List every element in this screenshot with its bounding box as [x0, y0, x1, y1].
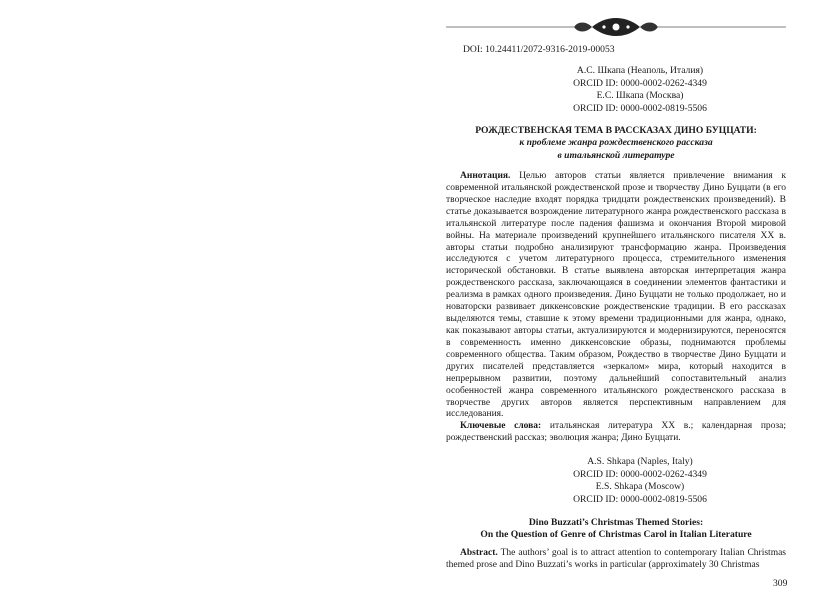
author-ru-2: Е.С. Шкапа (Москва) — [596, 90, 684, 102]
abstract-en-text: The authors’ goal is to attract attention to contemporary Italian Christmas themed prose and Dino Buzzati’s works in particular (approximately 30 Christmas — [446, 548, 786, 570]
title-ru-sub-1: к проблеме жанра рождественского рассказа — [519, 137, 713, 149]
title-ru-main: РОЖДЕСТВЕНСКАЯ ТЕМА В РАССКАЗАХ ДИНО БУЦЦАТИ: — [475, 125, 757, 136]
title-ru-sub-2: в итальянской литературе — [557, 149, 675, 161]
annotation-paragraph — [446, 171, 786, 421]
authors-ru — [510, 65, 770, 115]
doi: DOI: 10.24411/2072-9316-2019-00053 — [463, 44, 615, 55]
annotation-label: Аннотация. — [460, 171, 511, 181]
abstract-en-label: Abstract. — [460, 548, 498, 558]
author-en-1: A.S. Shkapa (Naples, Italy) — [587, 456, 693, 467]
orcid-en-2: ORCID ID: 0000-0002-0819-5506 — [573, 493, 707, 505]
abstract-en-block — [446, 548, 786, 572]
title-en-line-2: On the Question of Genre of Christmas Carol in Italian Literature — [480, 529, 752, 541]
keywords-text: итальянская литература XX в.; календарная проза; рождественский рассказ; эволюция жанра; Дино Буццати. — [446, 421, 787, 444]
title-ru — [446, 125, 786, 162]
annotation-block — [446, 171, 786, 445]
annotation-text: Целью авторов статьи является привлечение внимания к современной итальянской рождественской прозе и творчеству Дино Буццати (в его творческое наследие входят порядка тридцати рождественских произведений). В статье доказывается возрождение литературного жанра рождественского рассказа в итальянской литературе после падения фашизма и окончания Второй мировой войны. На материале произведений крупнейшего итальянского писателя XX в. авторы статьи подробно анализируют трансформацию жанра. Произведения исследуются с учетом литературного процесса, стремительного изменения исторической обстановки. В статье выявлена авторская интерпретация жанра рождественского рассказа, заключающаяся в соединении элементов фантастики и реализма в рамках одного произведения. Дино Буццати не только продолжает, но и новаторски развивает диккенсовские рождественские традиции. В его рассказах выделяются темы, ставшие к этому времени традиционными для жанра, однако, как показывают авторы статьи, актуализируются и модернизируются, переносятся в современность именно диккенсовские образы, поднимаются проблемы современного общества. Таким образом, Рождество в творчестве Дино Буццати и других писателей представляется «зеркалом» мира, который находится в непрерывном развитии, поэтому дальнейший сопоставительный анализ особенностей жанра современного итальянского рождественского рассказа в творчестве других авторов является перспективным направлением для исследования. — [446, 171, 786, 420]
orcid-ru-1: ORCID ID: 0000-0002-0262-4349 — [573, 77, 707, 89]
abstract-en-paragraph — [446, 548, 786, 572]
header-ornament — [446, 16, 786, 38]
author-ru-1: А.С. Шкапа (Неаполь, Италия) — [576, 65, 704, 76]
author-en-2: E.S. Shkapa (Moscow) — [595, 481, 685, 493]
orcid-en-1: ORCID ID: 0000-0002-0262-4349 — [573, 468, 707, 480]
keywords-paragraph — [446, 421, 786, 445]
keywords-label: Ключевые слова: — [460, 421, 542, 432]
orcid-ru-2: ORCID ID: 0000-0002-0819-5506 — [573, 102, 707, 114]
page-number: 309 — [773, 578, 788, 589]
title-en-line-1: Dino Buzzati’s Christmas Themed Stories: — [528, 517, 704, 528]
authors-en — [510, 456, 770, 506]
title-en — [446, 517, 786, 542]
